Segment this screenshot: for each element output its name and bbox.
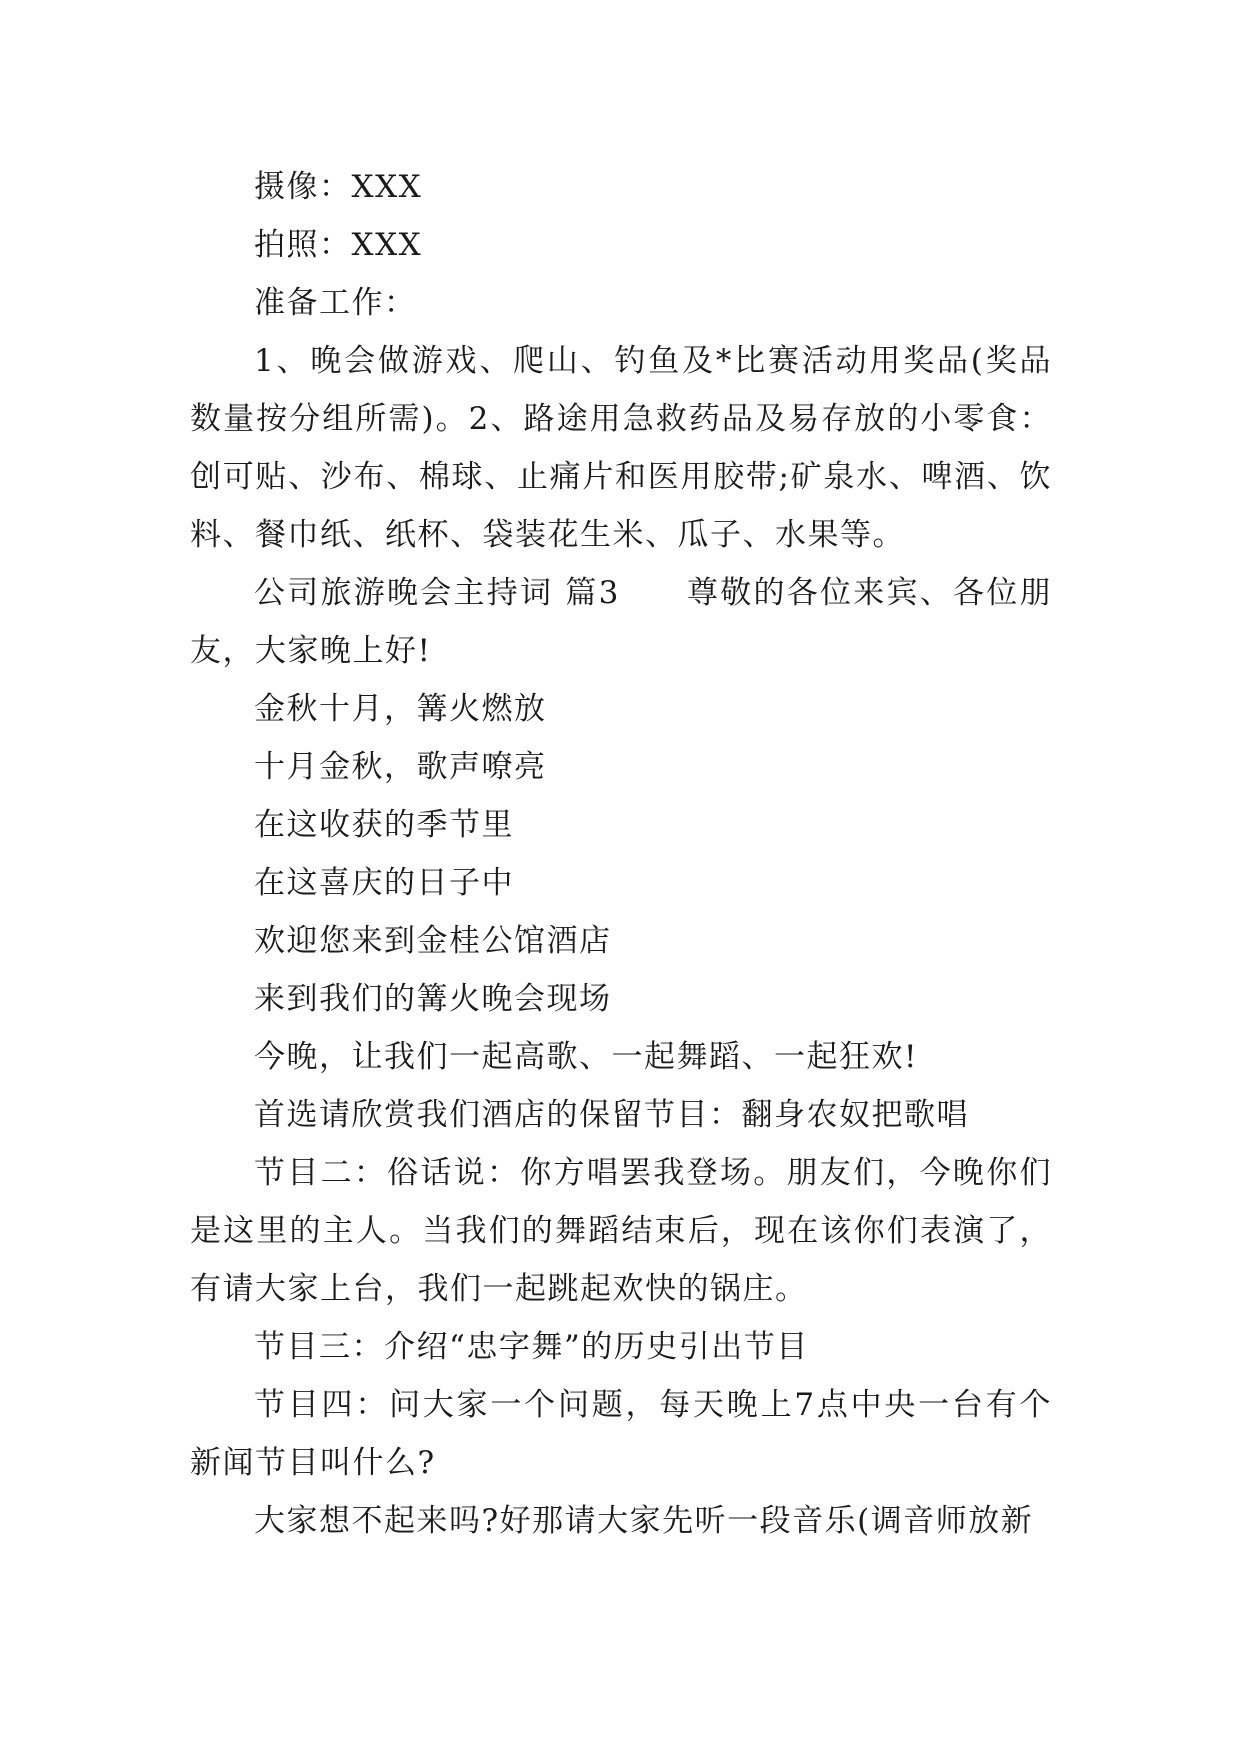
document-body (190, 158, 1052, 1550)
paragraph-verse-2: 十月金秋，歌声嘹亮 (254, 749, 547, 785)
paragraph-section-3-opening: 公司旅游晚会主持词 篇3 尊敬的各位来宾、各位朋友，大家晚上好! (190, 575, 1052, 669)
paragraph-preparation-items: 1、晚会做游戏、爬山、钓鱼及*比赛活动用奖品(奖品数量按分组所需)。2、路途用急救药品及易存放的小零食：创可贴、沙布、棉球、止痛片和医用胶带;矿泉水、啤酒、饮料、餐巾纸、纸杯、袋装花生米、瓜子、水果等。 (190, 343, 1052, 553)
paragraph-music: 大家想不起来吗?好那请大家先听一段音乐(调音师放新 (254, 1503, 1034, 1539)
paragraph-verse-1: 金秋十月，篝火燃放 (254, 691, 547, 727)
paragraph-tonight: 今晚，让我们一起高歌、一起舞蹈、一起狂欢! (254, 1039, 918, 1075)
paragraph-program-1: 首选请欣赏我们酒店的保留节目：翻身农奴把歌唱 (254, 1097, 969, 1133)
paragraph-preparation-heading: 准备工作： (254, 285, 417, 321)
paragraph-verse-3: 在这收获的季节里 (254, 807, 514, 843)
paragraph-welcome-hotel: 欢迎您来到金桂公馆酒店 (254, 923, 612, 959)
paragraph-program-2: 节目二：俗话说：你方唱罢我登场。朋友们，今晚你们是这里的主人。当我们的舞蹈结束后，现在该你们表演了，有请大家上台，我们一起跳起欢快的锅庄。 (190, 1155, 1052, 1307)
paragraph-photo: 拍照：XXX (254, 227, 423, 263)
paragraph-camera: 摄像：XXX (254, 169, 423, 205)
paragraph-welcome-bonfire: 来到我们的篝火晚会现场 (254, 981, 612, 1017)
paragraph-program-4: 节目四：问大家一个问题，每天晚上7点中央一台有个新闻节目叫什么? (190, 1387, 1052, 1481)
paragraph-program-3: 节目三：介绍“忠字舞”的历史引出节目 (254, 1329, 809, 1365)
paragraph-verse-4: 在这喜庆的日子中 (254, 865, 514, 901)
